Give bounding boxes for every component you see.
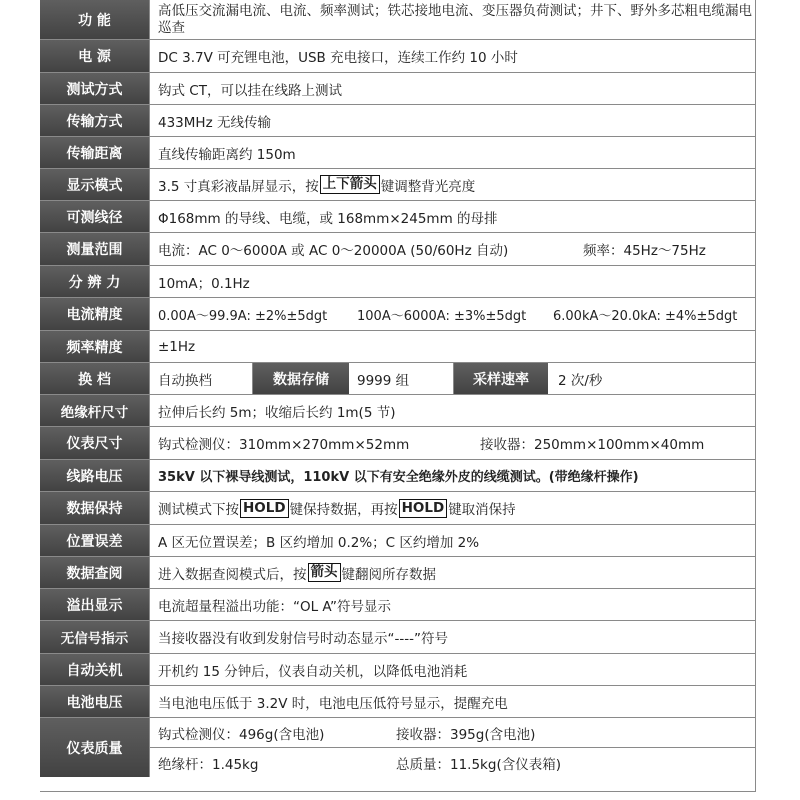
weight-line (150, 718, 755, 748)
row-value: 高低压交流漏电流、电流、频率测试；铁芯接地电流、变压器负荷测试；井下、野外多芯粗电缆漏电巡查 (158, 2, 752, 36)
row-label: 仪表质量 (40, 718, 150, 777)
row-value: ±1Hz (158, 338, 196, 355)
accuracy-mid: 100A～6000A: ±3%±5dgt (357, 308, 527, 324)
row-label: 功 能 (40, 0, 150, 39)
row-resolution (40, 266, 755, 298)
row-auto-off (40, 654, 755, 686)
row-value (150, 233, 755, 265)
frequency-range: 频率：45Hz～75Hz (583, 243, 706, 259)
receiver-size: 接收器：250mm×100mm×40mm (480, 437, 705, 453)
row-range (40, 233, 755, 266)
storage-label: 数据存储 (253, 363, 349, 394)
row-label: 自动关机 (40, 654, 150, 685)
sampling-label: 采样速率 (454, 363, 548, 394)
row-rod-size (40, 395, 755, 427)
row-label: 测量范围 (40, 233, 150, 265)
row-value: 10mA；0.1Hz (158, 275, 250, 292)
row-value: A 区无位置误差；B 区约增加 0.2%；C 区约增加 2% (158, 534, 480, 551)
row-label: 位置误差 (40, 525, 150, 556)
key-label: 箭头 (308, 563, 341, 582)
row-label: 换 档 (40, 363, 150, 394)
row-label: 电流精度 (40, 298, 150, 330)
hold-key-label: HOLD (240, 499, 289, 518)
row-label: 绝缘杆尺寸 (40, 395, 150, 426)
text-segment: 键保持数据，再按 (289, 502, 398, 518)
hold-key-label: HOLD (399, 499, 448, 518)
row-label: 线路电压 (40, 460, 150, 491)
total-weight: 总质量：11.5kg(含仪表箱) (396, 756, 561, 773)
accuracy-high: 6.00kA～20.0kA: ±4%±5dgt (553, 308, 738, 324)
row-test-method (40, 73, 755, 105)
current-range: 电流：AC 0～6000A 或 AC 0～20000A (50/60Hz 自动) (158, 243, 509, 259)
detector-weight: 钩式检测仪：496g(含电池) (158, 726, 325, 743)
row-transmission (40, 105, 755, 137)
row-value: DC 3.7V 可充锂电池，USB 充电接口，连续工作约 10 小时 (158, 50, 518, 66)
row-value: 当接收器没有收到发射信号时动态显示“----”符号 (158, 631, 448, 647)
text-segment: 键翻阅所存数据 (341, 566, 436, 583)
storage-value: 9999 组 (349, 363, 454, 394)
row-distance (40, 137, 755, 169)
row-label: 测试方式 (40, 73, 150, 104)
row-accuracy (40, 298, 755, 331)
row-label: 频率精度 (40, 331, 150, 362)
row-label: 溢出显示 (40, 589, 150, 620)
row-line-voltage (40, 460, 755, 492)
text-segment: 键取消保持 (448, 502, 516, 518)
row-label: 无信号指示 (40, 621, 150, 653)
text-segment: 进入数据查阅模式后，按 (158, 566, 307, 583)
row-label: 电池电压 (40, 686, 150, 717)
row-label: 分 辨 力 (40, 266, 150, 297)
row-function (40, 0, 755, 40)
text-segment: 3.5 寸真彩液晶屏显示，按 (158, 178, 319, 195)
sampling-value: 2 次/秒 (558, 372, 603, 389)
row-value: 拉伸后长约 5m；收缩后长约 1m(5 节) (158, 404, 396, 421)
row-position-error (40, 525, 755, 557)
row-frequency-accuracy (40, 331, 755, 363)
row-label: 传输方式 (40, 105, 150, 136)
row-value: Φ168mm 的导线、电缆，或 168mm×245mm 的母排 (158, 210, 498, 227)
detector-size: 钩式检测仪：310mm×270mm×52mm (158, 437, 410, 453)
text-segment: 测试模式下按 (158, 502, 239, 518)
row-value: 35kV 以下裸导线测试，110kV 以下有安全绝缘外皮的线缆测试。(带绝缘杆操作) (158, 470, 639, 485)
row-label: 可测线径 (40, 201, 150, 232)
row-label: 电 源 (40, 40, 150, 72)
row-power (40, 40, 755, 73)
row-value: 直线传输距离约 150m (158, 146, 296, 163)
row-value (150, 557, 755, 588)
row-data-query (40, 557, 755, 589)
spec-table (40, 0, 756, 792)
row-value (150, 427, 755, 459)
row-instrument-size (40, 427, 755, 460)
row-value (150, 492, 755, 524)
row-value: 当电池电压低于 3.2V 时，电池电压低符号显示，提醒充电 (158, 695, 508, 712)
row-data-hold (40, 492, 755, 525)
row-value (150, 298, 755, 330)
row-label: 数据查阅 (40, 557, 150, 588)
row-battery-voltage (40, 686, 755, 718)
row-display-mode (40, 169, 755, 201)
row-range-switch (40, 363, 755, 395)
key-label: 上下箭头 (320, 175, 380, 194)
row-value: 电流超量程溢出功能：“OL A”符号显示 (158, 598, 391, 615)
row-diameter (40, 201, 755, 233)
receiver-weight: 接收器：395g(含电池) (396, 726, 536, 743)
row-weight (40, 718, 755, 777)
text-segment: 键调整背光亮度 (380, 178, 476, 195)
weight-line (150, 748, 755, 777)
switch-value: 自动换档 (150, 363, 253, 394)
row-label: 数据保持 (40, 492, 150, 524)
accuracy-low: 0.00A～99.9A: ±2%±5dgt (158, 308, 328, 324)
row-overflow (40, 589, 755, 621)
row-label: 仪表尺寸 (40, 427, 150, 459)
weight-values (150, 718, 755, 777)
row-value: 钩式 CT，可以挂在线路上测试 (158, 82, 342, 99)
row-label: 显示模式 (40, 169, 150, 200)
row-no-signal (40, 621, 755, 654)
rod-weight: 绝缘杆：1.45kg (158, 756, 259, 773)
row-value (150, 169, 755, 200)
row-value: 433MHz 无线传输 (158, 114, 271, 131)
row-value: 开机约 15 分钟后，仪表自动关机，以降低电池消耗 (158, 663, 468, 680)
row-label: 传输距离 (40, 137, 150, 168)
